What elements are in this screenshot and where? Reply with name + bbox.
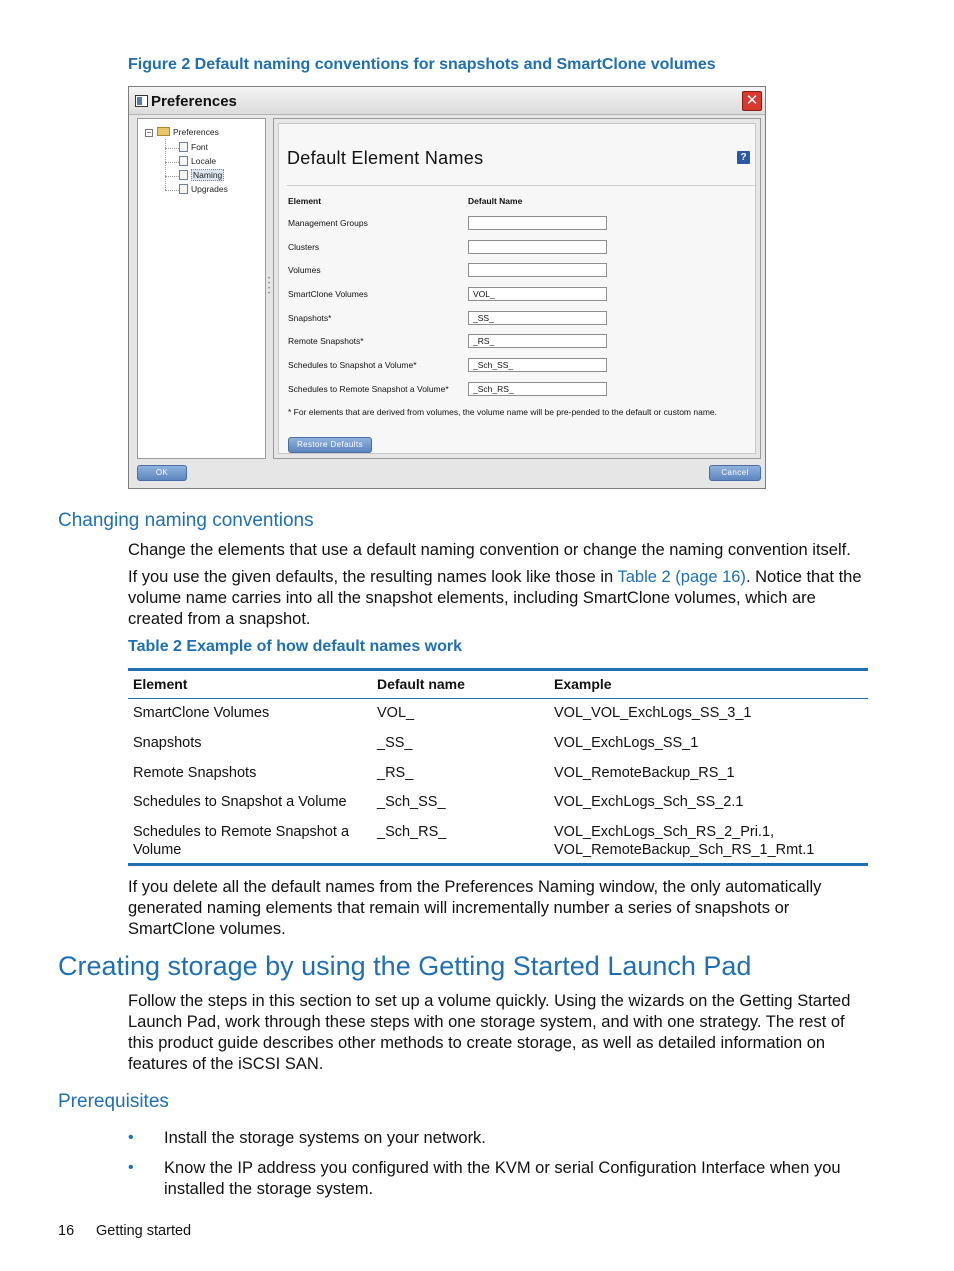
table-cell: VOL_ExchLogs_SS_1 (554, 735, 699, 751)
figure-caption: Figure 2 Default naming conventions for snapshots and SmartClone volumes (128, 56, 716, 73)
label-schedules-remote-snapshot: Schedules to Remote Snapshot a Volume* (288, 384, 449, 394)
splitter-handle[interactable]: • • • • (268, 276, 271, 297)
window-titlebar (129, 87, 765, 115)
label-clusters: Clusters (288, 242, 320, 252)
table-cell: _SS_ (377, 735, 413, 751)
input-remote-snapshots[interactable]: _RS_ (468, 334, 607, 348)
paragraph: If you delete all the default names from the Preferences Naming window, the only automatically generated naming elements that remain will incrementally number a series of snapshots or SmartClone volumes. (128, 878, 822, 938)
table-header-rule (128, 698, 868, 699)
close-button[interactable]: ✕ (742, 91, 762, 111)
tree-item-locale[interactable] (179, 156, 216, 166)
restore-defaults-button[interactable]: Restore Defaults (288, 437, 372, 453)
table-header-example: Example (554, 676, 612, 692)
table-cell: Remote Snapshots (133, 765, 257, 781)
paragraph-text: . Notice that the volume name carries into all the snapshot elements, including SmartClone volumes, which are created from a snapshot. (128, 568, 862, 628)
table-cell: VOL_ExchLogs_Sch_RS_2_Pri.1, VOL_RemoteBackup_Sch_RS_1_Rmt.1 (554, 824, 815, 858)
bullet-icon: • (128, 1159, 134, 1176)
table-cell: _RS_ (377, 765, 414, 781)
tree-root-label: Preferences (173, 127, 219, 137)
tree-item-label: Locale (191, 156, 217, 166)
page-icon (179, 170, 188, 180)
tree-item-label: Upgrades (191, 184, 228, 194)
tree-item-naming[interactable] (179, 170, 224, 180)
input-volumes[interactable] (468, 263, 607, 277)
label-volumes: Volumes (288, 265, 321, 275)
label-snapshots: Snapshots* (288, 313, 332, 323)
column-header-default-name: Default Name (468, 196, 523, 206)
table-caption: Table 2 Example of how default names work (128, 638, 463, 655)
input-schedules-snapshot[interactable]: _Sch_SS_ (468, 358, 607, 372)
table-header-default-name: Default name (377, 676, 465, 692)
folder-icon (157, 127, 170, 136)
tree-item-upgrades[interactable] (179, 184, 228, 194)
page-icon (179, 142, 188, 152)
table-header-element: Element (133, 676, 188, 692)
table-cell: SmartClone Volumes (133, 705, 270, 721)
collapse-icon[interactable]: − (146, 128, 152, 137)
table-cell: VOL_ (377, 705, 415, 721)
page-number: 16 (58, 1223, 75, 1239)
paragraph (128, 567, 870, 630)
list-item: Know the IP address you configured with the KVM or serial Configuration Interface when you installed the storage system. (164, 1159, 841, 1198)
table-cell: Schedules to Remote Snapshot a Volume (133, 824, 350, 858)
input-management-groups[interactable] (468, 216, 607, 230)
preferences-tree (137, 118, 266, 459)
tree-root[interactable] (145, 127, 219, 137)
footnote: * For elements that are derived from volumes, the volume name will be pre-pended to the default or custom name. (288, 407, 717, 417)
section-heading-creating-storage: Creating storage by using the Getting Started Launch Pad (58, 951, 752, 981)
naming-panel (273, 118, 761, 459)
table-cell: VOL_VOL_ExchLogs_SS_3_1 (554, 705, 752, 721)
section-heading-changing-naming: Changing naming conventions (58, 510, 314, 531)
bullet-icon: • (128, 1129, 134, 1146)
window-title: Preferences (151, 93, 237, 110)
cancel-button[interactable]: Cancel (709, 465, 761, 481)
tree-item-font[interactable] (179, 142, 208, 152)
table-top-rule (128, 668, 868, 671)
help-icon[interactable]: ? (737, 151, 750, 164)
table-cell: _Sch_RS_ (377, 824, 447, 840)
label-remote-snapshots: Remote Snapshots* (288, 336, 364, 346)
tree-item-label: Font (191, 142, 209, 152)
input-snapshots[interactable]: _SS_ (468, 311, 607, 325)
label-management-groups: Management Groups (288, 218, 368, 228)
table-cell: Schedules to Snapshot a Volume (133, 794, 347, 810)
input-clusters[interactable] (468, 240, 607, 254)
column-header-element: Element (288, 196, 322, 206)
panel-title: Default Element Names (287, 148, 484, 168)
input-schedules-remote-snapshot[interactable]: _Sch_RS_ (468, 382, 607, 396)
label-schedules-snapshot: Schedules to Snapshot a Volume* (288, 360, 417, 370)
table-cell: VOL_ExchLogs_Sch_SS_2.1 (554, 794, 744, 810)
app-icon (135, 95, 148, 107)
section-heading-prerequisites: Prerequisites (58, 1091, 169, 1112)
page-icon (179, 184, 188, 194)
label-smartclone-volumes: SmartClone Volumes (288, 289, 368, 299)
table-cell: VOL_RemoteBackup_RS_1 (554, 765, 735, 781)
tree-item-label-selected: Naming (193, 170, 223, 180)
paragraph: Follow the steps in this section to set up a volume quickly. Using the wizards on the Getting Started Launch Pad, work through these steps with one storage system, and with one strategy. The rest of this product guide describes other methods to create storage, as well as detailed information on features of the iSCSI SAN. (128, 992, 851, 1073)
ok-button[interactable]: OK (137, 465, 187, 481)
paragraph-text: If you use the given defaults, the resulting names look like those in (128, 568, 618, 586)
table-cell: _Sch_SS_ (377, 794, 446, 810)
table-bottom-rule (128, 863, 868, 866)
preferences-window (128, 86, 766, 489)
table-2-link[interactable]: Table 2 (page 16) (617, 568, 746, 586)
input-smartclone-volumes[interactable]: VOL_ (468, 287, 607, 301)
list-item: Install the storage systems on your network. (164, 1129, 486, 1147)
footer-chapter: Getting started (96, 1223, 192, 1239)
page-icon (179, 156, 188, 166)
table-cell: Snapshots (133, 735, 202, 751)
paragraph: Change the elements that use a default naming convention or change the naming convention itself. (128, 541, 851, 559)
divider (287, 185, 757, 186)
